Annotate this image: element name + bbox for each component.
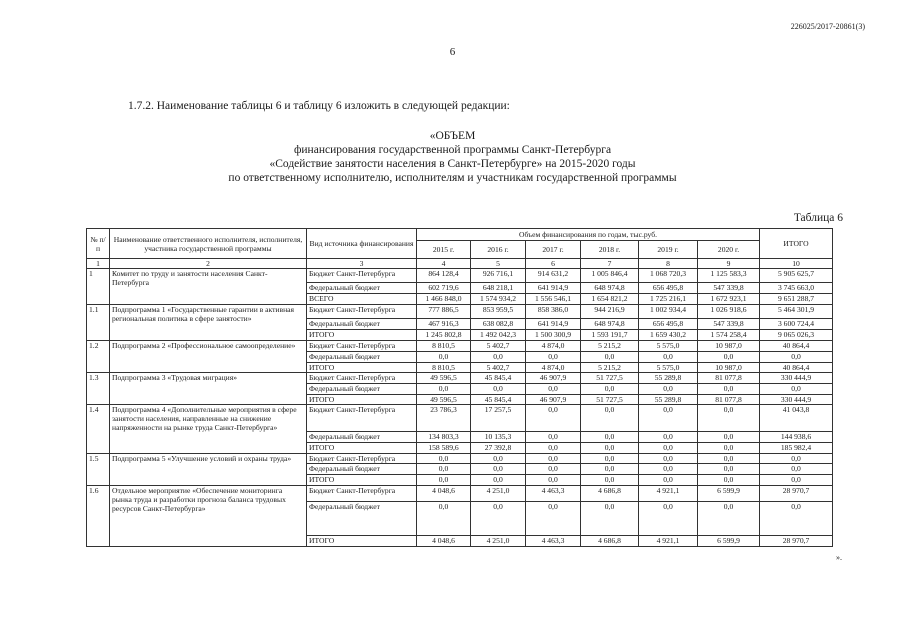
funding-source: Федеральный бюджет <box>307 283 417 294</box>
year-value: 49 596,5 <box>417 373 471 384</box>
closing-quote-mark: ». <box>836 553 842 562</box>
funding-source: ИТОГО <box>307 443 417 454</box>
table-row <box>87 269 833 283</box>
year-value: 0,0 <box>698 464 760 475</box>
year-value: 1 556 546,1 <box>526 294 581 305</box>
year-value: 4 463,3 <box>526 486 581 502</box>
title-line-1: «ОБЪЕМ <box>429 130 476 142</box>
header-org: Наименование ответственного исполнителя, исполнителя, участника государственной программы <box>110 229 307 259</box>
year-value: 1 672 923,1 <box>698 294 760 305</box>
year-value: 0,0 <box>526 502 581 536</box>
year-value: 0,0 <box>639 432 698 443</box>
year-value: 0,0 <box>639 405 698 432</box>
total-value: 0,0 <box>760 352 833 363</box>
year-value: 17 257,5 <box>471 405 526 432</box>
row-number: 1.5 <box>87 454 110 486</box>
year-value: 0,0 <box>639 464 698 475</box>
funding-source: Федеральный бюджет <box>307 352 417 363</box>
year-value: 467 916,3 <box>417 319 471 330</box>
table-row <box>87 405 833 432</box>
column-number-cell: 10 <box>760 259 833 269</box>
year-value: 0,0 <box>581 502 639 536</box>
year-value: 49 596,5 <box>417 395 471 405</box>
total-value: 5 905 625,7 <box>760 269 833 283</box>
year-value: 10 135,3 <box>471 432 526 443</box>
year-value: 5 402,7 <box>471 341 526 352</box>
year-value: 1 659 430,2 <box>639 330 698 341</box>
funding-source: Бюджет Санкт-Петербурга <box>307 305 417 319</box>
funding-source: ИТОГО <box>307 536 417 547</box>
total-value: 330 444,9 <box>760 373 833 384</box>
year-value: 10 987,0 <box>698 341 760 352</box>
executor-name: Отдельное мероприятие «Обеспечение мониторинга рынка труда и разработки прогноза баланса трудовых ресурсов Санкт-Петербурга» <box>110 486 307 547</box>
year-value: 5 215,2 <box>581 341 639 352</box>
year-value: 0,0 <box>417 502 471 536</box>
funding-source: Федеральный бюджет <box>307 319 417 330</box>
total-value: 185 982,4 <box>760 443 833 454</box>
year-value: 0,0 <box>471 454 526 464</box>
executor-name: Подпрограмма 2 «Профессиональное самоопределение» <box>110 341 307 373</box>
year-value: 55 289,8 <box>639 395 698 405</box>
column-number-cell: 3 <box>307 259 417 269</box>
year-value: 0,0 <box>639 454 698 464</box>
year-value: 1 002 934,4 <box>639 305 698 319</box>
total-value: 0,0 <box>760 454 833 464</box>
funding-source: Бюджет Санкт-Петербурга <box>307 454 417 464</box>
year-value: 6 599,9 <box>698 486 760 502</box>
executor-name: Подпрограмма 4 «Дополнительные мероприятия в сфере занятости населения, направленные на снижение напряженности на рынке труда Санкт-Петербурга» <box>110 405 307 454</box>
year-value: 0,0 <box>471 384 526 395</box>
header-year-2017: 2017 г. <box>526 241 581 259</box>
year-value: 547 339,8 <box>698 319 760 330</box>
table-row <box>87 305 833 319</box>
header-num: № п/п <box>87 229 110 259</box>
header-year-2018: 2018 г. <box>581 241 639 259</box>
year-value: 0,0 <box>417 384 471 395</box>
year-value: 1 466 848,0 <box>417 294 471 305</box>
funding-source: Федеральный бюджет <box>307 464 417 475</box>
total-value: 330 444,9 <box>760 395 833 405</box>
total-value: 5 464 301,9 <box>760 305 833 319</box>
year-value: 0,0 <box>526 352 581 363</box>
year-value: 0,0 <box>417 464 471 475</box>
total-value: 9 065 026,3 <box>760 330 833 341</box>
page-number: 6 <box>449 46 456 58</box>
funding-source: ИТОГО <box>307 330 417 341</box>
column-number-cell: 6 <box>526 259 581 269</box>
year-value: 1 593 191,7 <box>581 330 639 341</box>
total-value: 3 745 663,0 <box>760 283 833 294</box>
executor-name: Комитет по труду и занятости населения Санкт-Петербурга <box>110 269 307 305</box>
total-value: 0,0 <box>760 464 833 475</box>
year-value: 51 727,5 <box>581 373 639 384</box>
total-value: 0,0 <box>760 502 833 536</box>
year-value: 5 575,0 <box>639 341 698 352</box>
row-number: 1.6 <box>87 486 110 547</box>
year-value: 1 654 821,2 <box>581 294 639 305</box>
year-value: 1 125 583,3 <box>698 269 760 283</box>
year-value: 1 574 258,4 <box>698 330 760 341</box>
year-value: 1 574 934,2 <box>471 294 526 305</box>
year-value: 0,0 <box>639 352 698 363</box>
table-row <box>87 486 833 502</box>
total-value: 9 651 288,7 <box>760 294 833 305</box>
year-value: 0,0 <box>526 464 581 475</box>
column-number-cell: 4 <box>417 259 471 269</box>
year-value: 0,0 <box>471 475 526 486</box>
year-value: 648 974,8 <box>581 319 639 330</box>
funding-source: Бюджет Санкт-Петербурга <box>307 486 417 502</box>
title-line-2: финансирования государственной программы Санкт-Петербурга <box>293 144 612 156</box>
document-id: 226025/2017-20861(3) <box>790 22 865 31</box>
total-value: 0,0 <box>760 475 833 486</box>
year-value: 638 082,8 <box>471 319 526 330</box>
year-value: 4 463,3 <box>526 536 581 547</box>
year-value: 4 251,0 <box>471 486 526 502</box>
year-value: 46 907,9 <box>526 395 581 405</box>
funding-source: ИТОГО <box>307 475 417 486</box>
year-value: 10 987,0 <box>698 363 760 373</box>
year-value: 0,0 <box>581 405 639 432</box>
year-value: 0,0 <box>639 384 698 395</box>
header-year-2019: 2019 г. <box>639 241 698 259</box>
year-value: 0,0 <box>526 475 581 486</box>
funding-source: Бюджет Санкт-Петербурга <box>307 373 417 384</box>
year-value: 0,0 <box>698 443 760 454</box>
year-value: 547 339,8 <box>698 283 760 294</box>
header-year-2016: 2016 г. <box>471 241 526 259</box>
header-year-2015: 2015 г. <box>417 241 471 259</box>
year-value: 0,0 <box>471 352 526 363</box>
total-value: 0,0 <box>760 384 833 395</box>
total-value: 28 970,7 <box>760 486 833 502</box>
year-value: 1 068 720,3 <box>639 269 698 283</box>
row-number: 1 <box>87 269 110 305</box>
year-value: 858 386,0 <box>526 305 581 319</box>
year-value: 0,0 <box>581 475 639 486</box>
year-value: 641 914,9 <box>526 319 581 330</box>
year-value: 0,0 <box>639 443 698 454</box>
year-value: 0,0 <box>581 384 639 395</box>
row-number: 1.2 <box>87 341 110 373</box>
year-value: 81 077,8 <box>698 395 760 405</box>
year-value: 648 218,1 <box>471 283 526 294</box>
year-value: 777 886,5 <box>417 305 471 319</box>
executor-name: Подпрограмма 1 «Государственные гарантии в активная региональная политика в сфере занятости» <box>110 305 307 341</box>
year-value: 23 786,3 <box>417 405 471 432</box>
year-value: 0,0 <box>698 502 760 536</box>
total-value: 144 938,6 <box>760 432 833 443</box>
year-value: 0,0 <box>698 384 760 395</box>
year-value: 158 589,6 <box>417 443 471 454</box>
table-row <box>87 373 833 384</box>
year-value: 853 959,5 <box>471 305 526 319</box>
year-value: 0,0 <box>581 352 639 363</box>
year-value: 4 686,8 <box>581 486 639 502</box>
year-value: 914 631,2 <box>526 269 581 283</box>
table-row <box>87 454 833 464</box>
year-value: 1 005 846,4 <box>581 269 639 283</box>
executor-name: Подпрограмма 5 «Улучшение условий и охраны труда» <box>110 454 307 486</box>
year-value: 0,0 <box>698 432 760 443</box>
year-value: 0,0 <box>581 432 639 443</box>
header-source: Вид источника финансирования <box>307 229 417 259</box>
year-value: 0,0 <box>698 405 760 432</box>
year-value: 0,0 <box>581 464 639 475</box>
total-value: 40 864,4 <box>760 363 833 373</box>
column-number-cell: 7 <box>581 259 639 269</box>
title-line-3: «Содействие занятости населения в Санкт-Петербурге» на 2015-2020 годы <box>269 158 636 170</box>
funding-source: Бюджет Санкт-Петербурга <box>307 341 417 352</box>
year-value: 4 921,1 <box>639 486 698 502</box>
row-number: 1.1 <box>87 305 110 341</box>
table-row <box>87 341 833 352</box>
year-value: 0,0 <box>698 454 760 464</box>
year-value: 4 921,1 <box>639 536 698 547</box>
year-value: 4 686,8 <box>581 536 639 547</box>
total-value: 3 600 724,4 <box>760 319 833 330</box>
header-total: ИТОГО <box>760 229 833 259</box>
year-value: 4 874,0 <box>526 341 581 352</box>
year-value: 656 495,8 <box>639 283 698 294</box>
funding-source: ИТОГО <box>307 395 417 405</box>
total-value: 41 043,8 <box>760 405 833 432</box>
year-value: 4 874,0 <box>526 363 581 373</box>
row-number: 1.4 <box>87 405 110 454</box>
year-value: 0,0 <box>581 443 639 454</box>
year-value: 45 845,4 <box>471 395 526 405</box>
year-value: 0,0 <box>471 502 526 536</box>
funding-source: Бюджет Санкт-Петербурга <box>307 405 417 432</box>
year-value: 5 575,0 <box>639 363 698 373</box>
year-value: 944 216,9 <box>581 305 639 319</box>
year-value: 51 727,5 <box>581 395 639 405</box>
year-value: 641 914,9 <box>526 283 581 294</box>
header-volume: Объем финансирования по годам, тыс.руб. <box>417 229 760 241</box>
intro-paragraph: 1.7.2. Наименование таблицы 6 и таблицу 6 изложить в следующей редакции: <box>128 100 510 112</box>
funding-source: Федеральный бюджет <box>307 502 417 536</box>
column-number-cell: 1 <box>87 259 110 269</box>
year-value: 0,0 <box>698 475 760 486</box>
financing-table <box>86 228 833 547</box>
total-value: 40 864,4 <box>760 341 833 352</box>
year-value: 0,0 <box>471 464 526 475</box>
year-value: 926 716,1 <box>471 269 526 283</box>
year-value: 0,0 <box>526 432 581 443</box>
column-number-row <box>87 259 833 269</box>
funding-source: ИТОГО <box>307 363 417 373</box>
year-value: 1 245 802,8 <box>417 330 471 341</box>
executor-name: Подпрограмма 3 «Трудовая миграция» <box>110 373 307 405</box>
year-value: 134 803,3 <box>417 432 471 443</box>
funding-source: Бюджет Санкт-Петербурга <box>307 269 417 283</box>
header-year-2020: 2020 г. <box>698 241 760 259</box>
year-value: 0,0 <box>581 454 639 464</box>
year-value: 6 599,9 <box>698 536 760 547</box>
year-value: 1 725 216,1 <box>639 294 698 305</box>
row-number: 1.3 <box>87 373 110 405</box>
year-value: 648 974,8 <box>581 283 639 294</box>
table-label: Таблица 6 <box>793 212 843 224</box>
year-value: 0,0 <box>639 502 698 536</box>
year-value: 0,0 <box>639 475 698 486</box>
year-value: 0,0 <box>417 475 471 486</box>
year-value: 1 500 300,9 <box>526 330 581 341</box>
year-value: 27 392,8 <box>471 443 526 454</box>
year-value: 0,0 <box>526 443 581 454</box>
funding-source: Федеральный бюджет <box>307 384 417 395</box>
year-value: 602 719,6 <box>417 283 471 294</box>
year-value: 81 077,8 <box>698 373 760 384</box>
column-number-cell: 5 <box>471 259 526 269</box>
year-value: 4 251,0 <box>471 536 526 547</box>
funding-source: Федеральный бюджет <box>307 432 417 443</box>
year-value: 0,0 <box>417 454 471 464</box>
year-value: 0,0 <box>526 454 581 464</box>
year-value: 55 289,8 <box>639 373 698 384</box>
year-value: 8 810,5 <box>417 363 471 373</box>
funding-source: ВСЕГО <box>307 294 417 305</box>
year-value: 45 845,4 <box>471 373 526 384</box>
year-value: 46 907,9 <box>526 373 581 384</box>
year-value: 8 810,5 <box>417 341 471 352</box>
year-value: 864 128,4 <box>417 269 471 283</box>
year-value: 0,0 <box>526 384 581 395</box>
column-number-cell: 8 <box>639 259 698 269</box>
year-value: 0,0 <box>417 352 471 363</box>
year-value: 4 048,6 <box>417 536 471 547</box>
total-value: 28 970,7 <box>760 536 833 547</box>
title-line-4: по ответственному исполнителю, исполнителям и участникам государственной программы <box>228 172 677 184</box>
column-number-cell: 9 <box>698 259 760 269</box>
year-value: 0,0 <box>698 352 760 363</box>
year-value: 4 048,6 <box>417 486 471 502</box>
year-value: 5 402,7 <box>471 363 526 373</box>
year-value: 1 026 918,6 <box>698 305 760 319</box>
column-number-cell: 2 <box>110 259 307 269</box>
year-value: 5 215,2 <box>581 363 639 373</box>
year-value: 1 492 042,3 <box>471 330 526 341</box>
year-value: 656 495,8 <box>639 319 698 330</box>
year-value: 0,0 <box>526 405 581 432</box>
